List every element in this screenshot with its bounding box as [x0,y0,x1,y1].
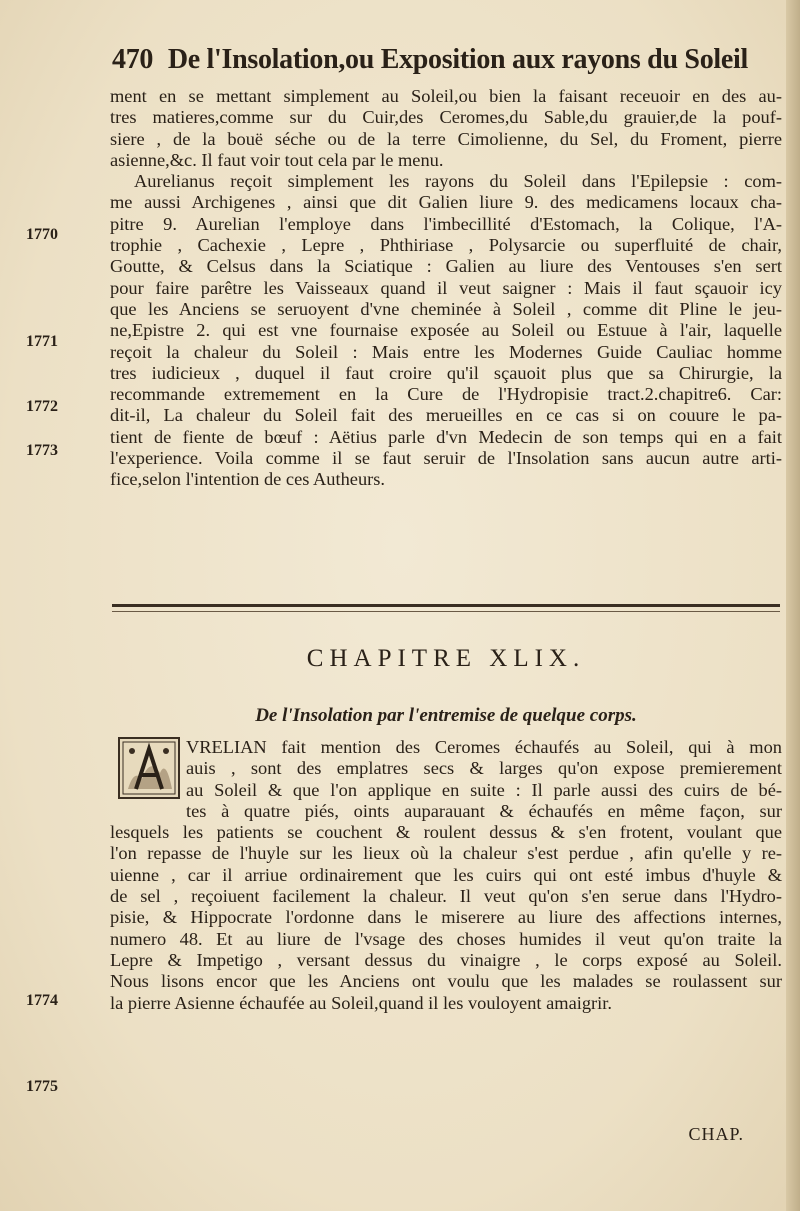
text-line: me aussi Archigenes , ainsi que dit Galien liure 9. des medicamens locaux cha- [110,192,782,213]
divider-thin-rule [112,611,780,612]
text-line: recommande extremement en la Cure de l'Hydropisie tract.2.chapitre6. Car: [110,384,782,405]
text-line: ne,Epistre 2. qui est vne fournaise exposée au Soleil ou Estuue à l'air, laquelle [110,320,782,341]
text-line: reçoit la chaleur du Soleil : Mais entre les Modernes Guide Cauliac homme [110,341,782,362]
section-divider [112,600,780,616]
chapter-heading: CHAPITRE XLIX. [306,645,586,672]
catchword: CHAP. [688,1124,744,1144]
text-line: asienne,&c. Il faut voir tout cela par le menu. [110,149,444,170]
text-line: auis , sont des emplatres secs & larges qu'on expose premierement [186,758,782,779]
text-line: tient de fiente de bœuf : Aëtius parle d'vn Medecin de son temps qui en a fait [110,426,782,447]
text-line: Aurelianus reçoit simplement les rayons du Soleil dans l'Epilepsie : com- [134,171,782,192]
text-line: pour faire parêtre les Vaisseaux quand il veut saigner : Mais il faut sçauoir icy [110,277,782,298]
text-line: tres iudicieux , duquel il faut croire qu'il sçauoit plus que sa Chirurgie, la [110,362,782,383]
running-title: De l'Insolation,ou Exposition aux rayons du Soleil [167,44,748,75]
text-line: fice,selon l'intention de ces Autheurs. [110,469,386,490]
margin-note: 1774 [26,992,58,1009]
text-line: pitre 9. Aurelian l'employe dans l'imbecillité d'Estomach, la Colique, l'A- [110,213,782,234]
text-line: au Soleil & que l'on applique en suite : Il parle aussi des cuirs de bé- [186,779,782,800]
margin-note: 1771 [26,333,58,350]
text-line: la pierre Asienne échaufée au Soleil,quand il les vouloyent amaigrir. [110,992,612,1013]
page-number: 470 [112,44,154,75]
text-line: uienne , car il arriue ordinairement que les cuirs qui ont esté imbus d'huyle & [110,864,782,885]
text-line: ment en se mettant simplement au Soleil,ou bien la faisant receuoir en des au- [110,86,782,106]
text-line: tes à quatre piés, oints auparauant & échaufés en même façon, sur [186,800,782,821]
text-line: que les Anciens se seruoyent d'vne cheminée à Soleil , comme dit Pline le jeu- [110,298,782,319]
text-line: VRELIAN fait mention des Ceromes échaufés au Soleil, qui à mon [186,737,782,757]
text-line: siere , de la bouë séche ou de la terre Cimolienne, du Sel, du Froment, pierre [110,128,782,149]
text-line: Nous lisons encor que les Anciens ont voulu que les malades se roulassent sur [110,971,782,992]
text-line: trophie , Cachexie , Lepre , Phthiriase , Polysarcie ou superfluité de chair, [110,235,782,256]
chapter-subtitle: De l'Insolation par l'entremise de quelque corps. [255,705,637,726]
running-head [112,44,772,84]
margin-note: 1773 [26,442,58,459]
paragraph-block-1 [110,86,782,491]
margin-note: 1772 [26,398,58,415]
text-line: l'experience. Voila comme il se faut seruir de l'Insolation sans aucun autre arti- [110,448,782,469]
text-line: tres matieres,comme sur du Cuir,des Ceromes,du Sable,du grauier,de la pouf- [110,107,782,128]
text-line: dit-il, La chaleur du Soleil fait des merueilles en ce cas si on couure le pa- [110,405,782,426]
margin-note: 1775 [26,1078,58,1095]
text-line: l'on repasse de l'huyle sur les lieux où la chaleur s'est perdue , afin qu'elle y re- [110,843,782,864]
text-line: pisie, & Hippocrate l'ordonne dans le miserere au liure des affections internes, [110,907,782,928]
divider-thick-rule [112,604,780,607]
page-edge [786,0,800,1211]
text-line: Lepre & Impetigo , versant dessus du vinaigre , le corps exposé au Soleil. [110,949,782,970]
margin-note: 1770 [26,226,58,243]
paragraph-block-2 [110,737,782,1014]
text-line: numero 48. Et au liure de l'vsage des choses humides il veut qu'on traite la [110,928,782,949]
text-line: lesquels les patients se couchent & roulent dessus & s'en frotent, voulant que [110,822,782,843]
text-line: Goutte, & Celsus dans la Sciatique : Galien au liure des Ventouses s'en sert [110,256,782,277]
text-line: de sel , reçoiuent facilement la chaleur. Il veut qu'on s'en serue dans l'Hydro- [110,886,782,907]
